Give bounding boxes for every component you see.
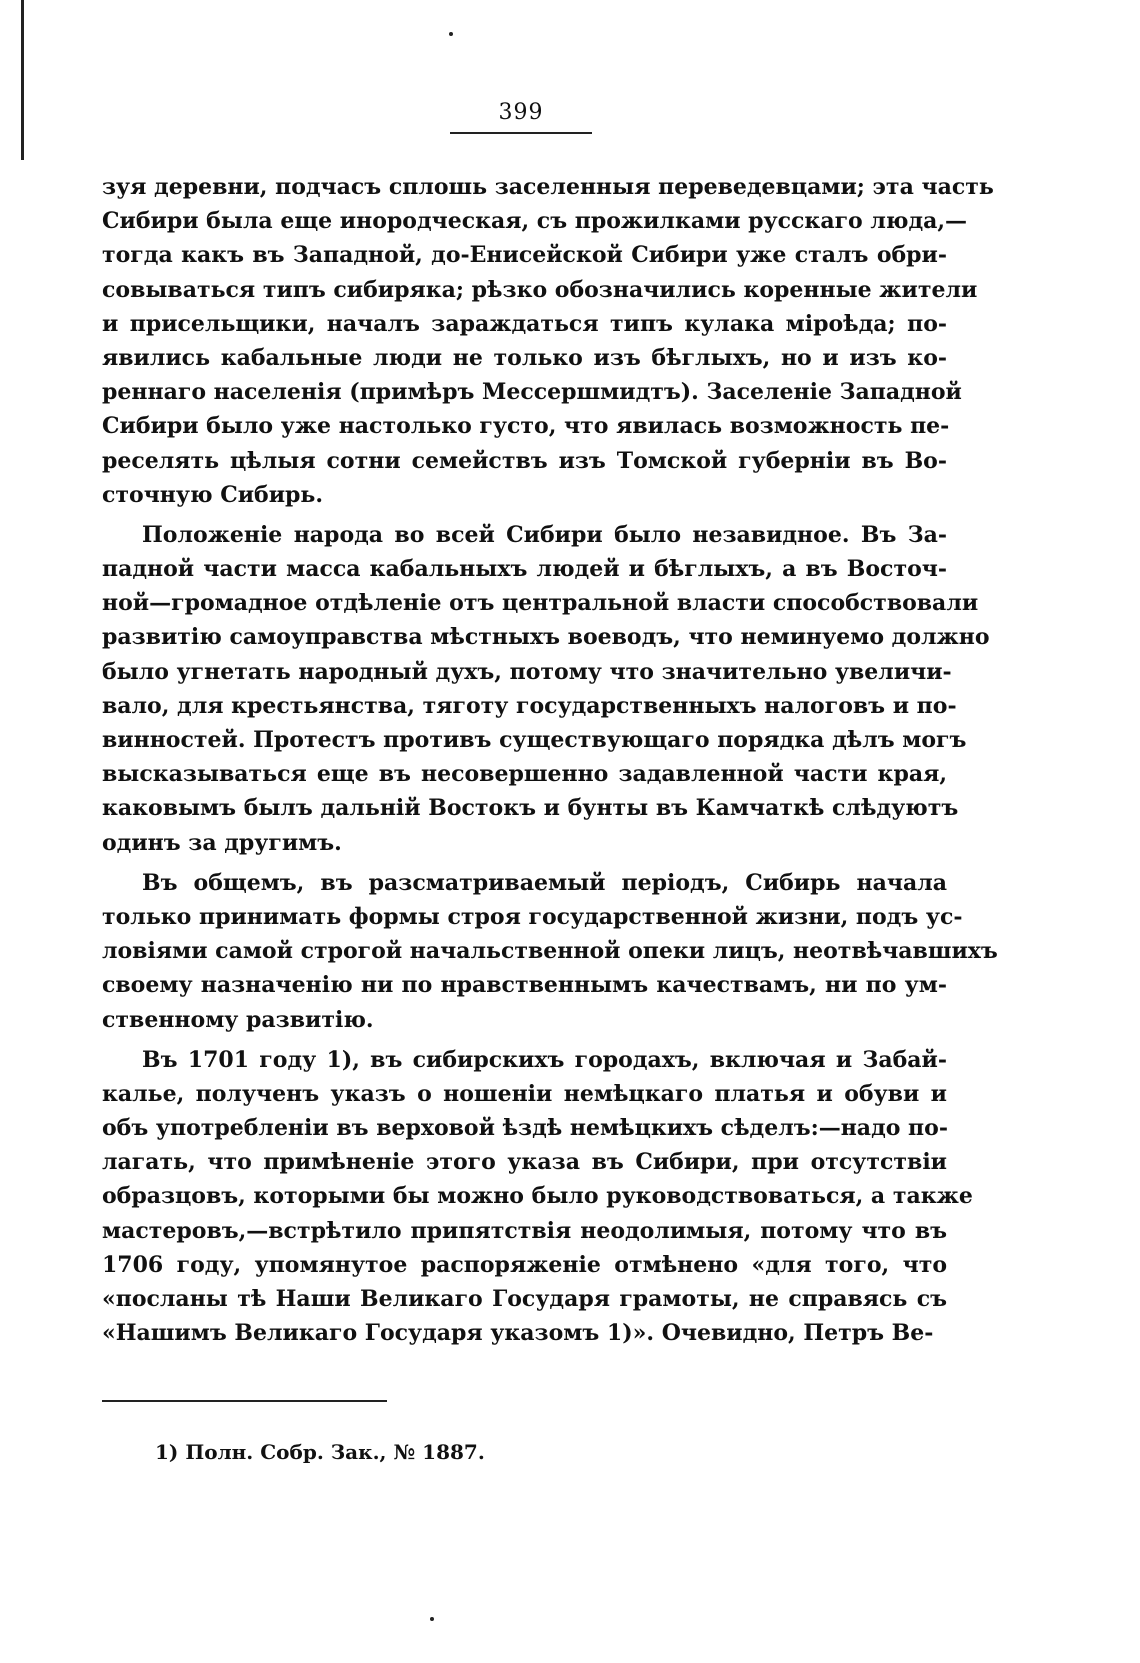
scan-speck — [430, 1617, 434, 1621]
text-line: Въ общемъ, въ разсматриваемый періодъ, Сибирь начала — [142, 869, 947, 896]
text-line: высказываться еще въ несовершенно задавленной части края, — [102, 761, 947, 788]
text-line: винностей. Протестъ противъ существующаго порядка дѣлъ могъ — [102, 727, 967, 753]
footnote-rule — [102, 1400, 387, 1402]
text-line: реннаго населенія (примѣръ Мессершмидтъ). Заселеніе Западной — [102, 379, 962, 406]
text-line: Въ 1701 году 1), въ сибирскихъ городахъ, включая и Забай- — [142, 1046, 947, 1073]
text-line: развитію самоуправства мѣстныхъ воеводъ, что неминуемо должно — [102, 624, 990, 651]
text-line: ной—громадное отдѣленіе отъ центральной власти способствовали — [102, 590, 979, 617]
text-line: объ употребленіи въ верховой ѣздѣ немѣцкихъ сѣделъ:—надо по- — [102, 1115, 948, 1142]
text-line: только принимать формы строя государственной жизни, подъ ус- — [102, 903, 963, 930]
text-line: зуя деревни, подчасъ сплошь заселенныя переведевцами; эта часть — [102, 174, 994, 200]
text-line: своему назначенію ни по нравственнымъ качествамъ, ни по ум- — [102, 972, 947, 999]
text-line: сточную Сибирь. — [102, 481, 323, 508]
text-line: ловіями самой строгой начальственной опеки лицъ, неотвѣчавшихъ — [102, 938, 998, 965]
text-line: ственному развитію. — [102, 1006, 374, 1033]
text-line: лагать, что примѣненіе этого указа въ Сибири, при отсутствіи — [102, 1149, 947, 1176]
text-line: «посланы тѣ Наши Великаго Государя грамоты, не справясь съ — [102, 1286, 947, 1312]
text-line: и присельщики, началъ зараждаться типъ кулака міроѣда; по- — [102, 310, 947, 337]
text-line: совываться типъ сибиряка; рѣзко обозначились коренные жители — [102, 276, 978, 303]
text-line: каковымъ былъ дальній Востокъ и бунты въ Камчаткѣ слѣдуютъ — [102, 795, 959, 822]
text-line: вало, для крестьянства, тяготу государственныхъ налоговъ и по- — [102, 692, 957, 719]
text-line: Сибири была еще инородческая, съ прожилками русскаго люда,— — [102, 208, 968, 235]
text-line: было угнетать народный духъ, потому что значительно увеличи- — [102, 658, 952, 685]
text-line: калье, полученъ указъ о ношеніи немѣцкаго платья и обуви и — [102, 1080, 947, 1107]
text-line: тогда какъ въ Западной, до-Енисейской Сибири уже сталъ обри- — [102, 242, 947, 269]
text-line: 1706 году, упомянутое распоряженіе отмѣнено «для того, что — [102, 1251, 947, 1278]
body-text — [102, 170, 998, 1350]
text-line: явились кабальные люди не только изъ бѣглыхъ, но и изъ ко- — [102, 344, 947, 371]
text-line: одинъ за другимъ. — [102, 829, 342, 856]
page-number: 399 — [498, 100, 544, 125]
text-line: падной части масса кабальныхъ людей и бѣглыхъ, а въ Восточ- — [102, 556, 947, 583]
page-number-rule — [450, 132, 592, 134]
text-line: реселять цѣлыя сотни семействъ изъ Томской губерніи въ Во- — [102, 447, 947, 474]
text-line: мастеровъ,—встрѣтило припятствія неодолимыя, потому что въ — [102, 1217, 947, 1244]
footnote: 1) Полн. Собр. Зак., № 1887. — [155, 1440, 485, 1464]
text-line: «Нашимъ Великаго Государя указомъ 1)». Очевидно, Петръ Ве- — [102, 1320, 934, 1347]
scan-speck — [449, 32, 453, 36]
text-line: образцовъ, которыми бы можно было руководствоваться, а также — [102, 1183, 973, 1210]
text-line: Положеніе народа во всей Сибири было незавидное. Въ За- — [142, 521, 947, 548]
text-line: Сибири было уже настолько густо, что явилась возможность пе- — [102, 413, 950, 440]
scan-edge-mark — [21, 0, 24, 160]
